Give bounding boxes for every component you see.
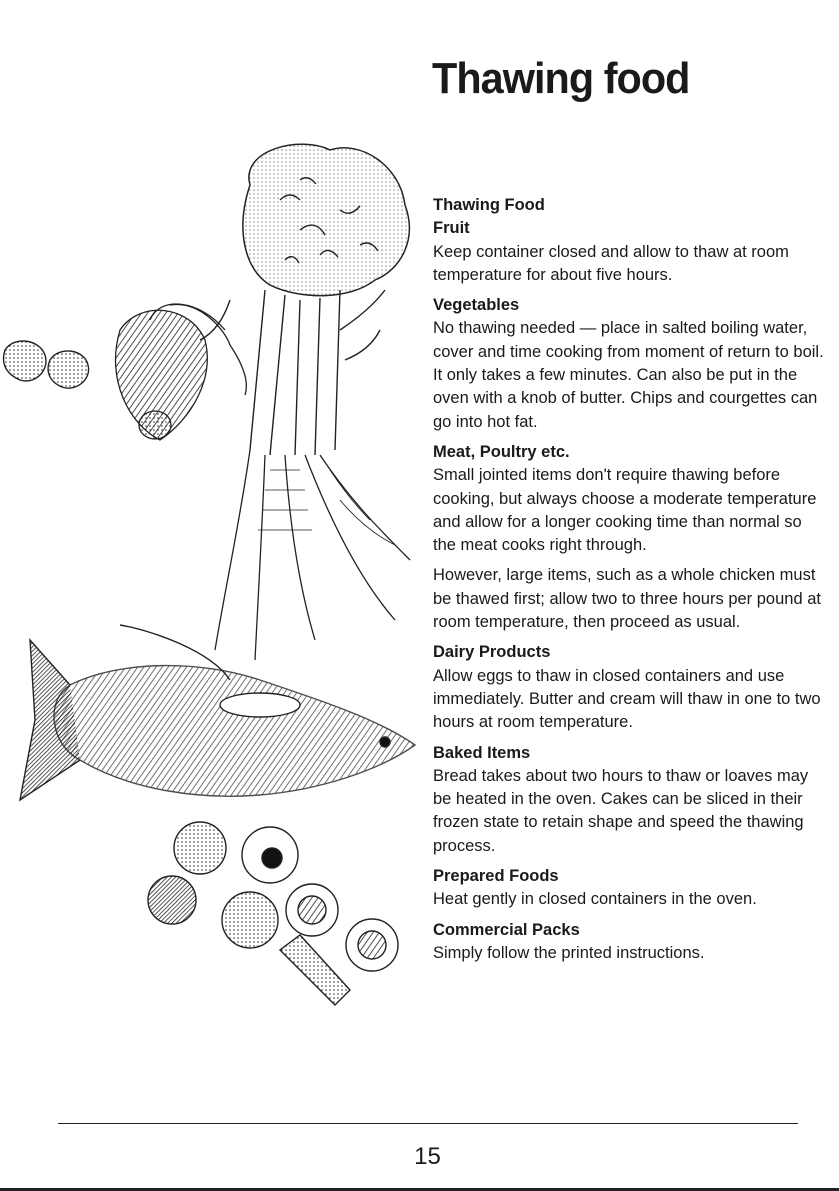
section-commercial-packs (433, 919, 828, 966)
footer-divider (58, 1123, 798, 1124)
section-paragraph: Heat gently in closed containers in the oven. (433, 890, 757, 909)
section-paragraph: No thawing needed — place in salted boiling water, cover and time cooking from moment of return to boil. It only takes a few minutes. Can also be put in the oven with a knob of butter. Chips and courgettes can go into hot fat. (433, 319, 824, 431)
section-heading: Baked Items (433, 743, 531, 762)
section-prepared-foods (433, 865, 828, 912)
sliced-fruit-icon (148, 822, 398, 1005)
section-vegetables (433, 294, 828, 434)
carrots-icon (215, 450, 410, 660)
section-heading-main: Thawing Food (433, 196, 545, 214)
section-baked-items (433, 742, 828, 858)
nuts-icon (3, 341, 88, 388)
section-paragraph: Keep container closed and allow to thaw at room temperature for about five hours. (433, 242, 789, 284)
section-heading: Vegetables (433, 296, 520, 315)
fish-icon (20, 625, 415, 800)
section-heading: Prepared Foods (433, 867, 559, 886)
strawberry-icon (116, 304, 247, 440)
page-title: Thawing food (432, 54, 690, 103)
section-fruit (433, 217, 828, 287)
content-column (433, 194, 828, 972)
page-number: 15 (414, 1143, 441, 1170)
section-paragraph: Small jointed items don't require thawing before cooking, but always choose a moderate temperature and allow for a longer cooking time than normal so the meat cooks right through. (433, 466, 817, 555)
section-paragraph: However, large items, such as a whole chicken must be thawed first; allow two to three hours per pound at room temperature, then proceed as usual. (433, 566, 821, 632)
section-paragraph: Simply follow the printed instructions. (433, 943, 705, 962)
food-illustration (0, 140, 430, 1020)
section-paragraph: Allow eggs to thaw in closed containers and use immediately. Butter and cream will thaw in one to two hours at room temperature. (433, 666, 821, 732)
section-paragraph: Bread takes about two hours to thaw or loaves may be heated in the oven. Cakes can be sliced in their frozen state to retain shape and speed the thawing process. (433, 766, 809, 855)
section-heading: Dairy Products (433, 643, 551, 662)
cauliflower-icon (200, 144, 409, 455)
section-meat-poultry (433, 441, 828, 634)
section-dairy-products (433, 641, 828, 734)
section-heading: Fruit (433, 219, 470, 238)
section-heading: Commercial Packs (433, 920, 580, 939)
section-heading: Meat, Poultry etc. (433, 442, 570, 461)
